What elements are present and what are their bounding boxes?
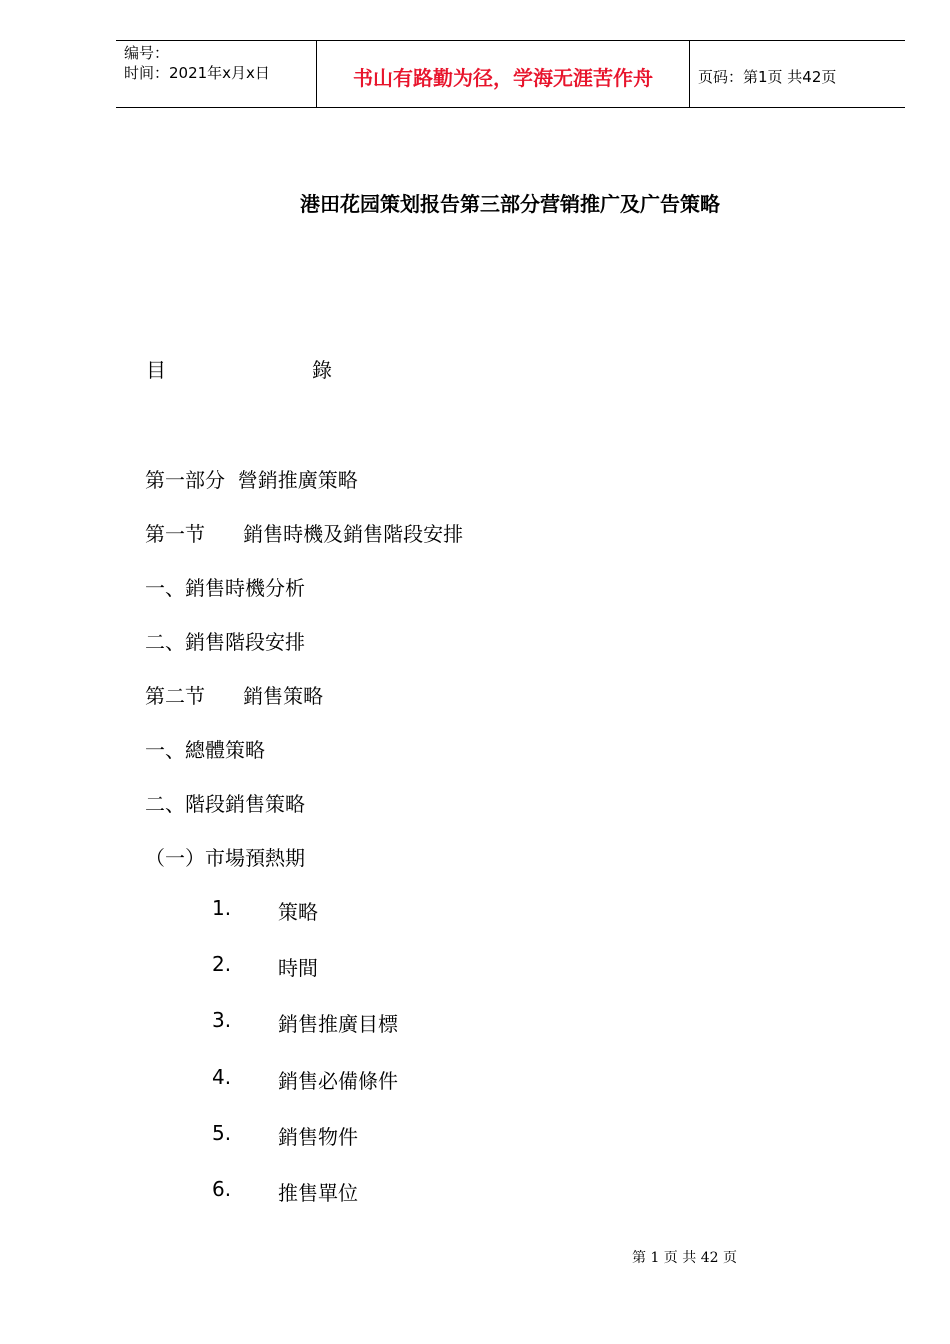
toc-item: 二、階段銷售策略 [145, 792, 305, 816]
toc-item: 第二节 銷售策略 [145, 684, 324, 708]
page-footer: 第 1 页 共 42 页 [632, 1250, 737, 1266]
toc-item: 一、總體策略 [145, 738, 265, 762]
date-label: 时间：2021年x月x日 [124, 64, 270, 82]
toc-item: （一）市場預熱期 [145, 846, 305, 870]
header-page-info: 页码：第1页 共42页 [698, 67, 837, 86]
toc-number: 3. [212, 1008, 232, 1032]
document-title: 港田花园策划报告第三部分营销推广及广告策略 [300, 192, 720, 216]
toc-number: 4. [212, 1065, 232, 1089]
toc-item: 二、銷售階段安排 [145, 630, 305, 654]
page-header [116, 40, 905, 108]
header-meta [116, 41, 316, 107]
toc-numbered-text: 銷售物件 [278, 1125, 358, 1149]
toc-heading-char-1: 目 [146, 358, 166, 382]
toc-number: 6. [212, 1177, 232, 1201]
toc-numbered-text: 策略 [278, 900, 318, 924]
toc-numbered-text: 時間 [278, 956, 318, 980]
toc-numbered-text: 推售單位 [278, 1181, 358, 1205]
toc-item: 第一节 銷售時機及銷售階段安排 [145, 522, 464, 546]
toc-number: 2. [212, 952, 232, 976]
serial-label: 编号： [124, 44, 170, 62]
toc-item: 一、銷售時機分析 [145, 576, 305, 600]
toc-numbered-text: 銷售必備條件 [278, 1069, 398, 1093]
toc-numbered-text: 銷售推廣目標 [278, 1012, 398, 1036]
header-motto: 书山有路勤为径，学海无涯苦作舟 [316, 41, 690, 107]
toc-heading-char-2: 錄 [312, 358, 332, 382]
toc-number: 1. [212, 896, 232, 920]
toc-number: 5. [212, 1121, 232, 1145]
toc-item: 第一部分 營銷推廣策略 [145, 468, 358, 492]
